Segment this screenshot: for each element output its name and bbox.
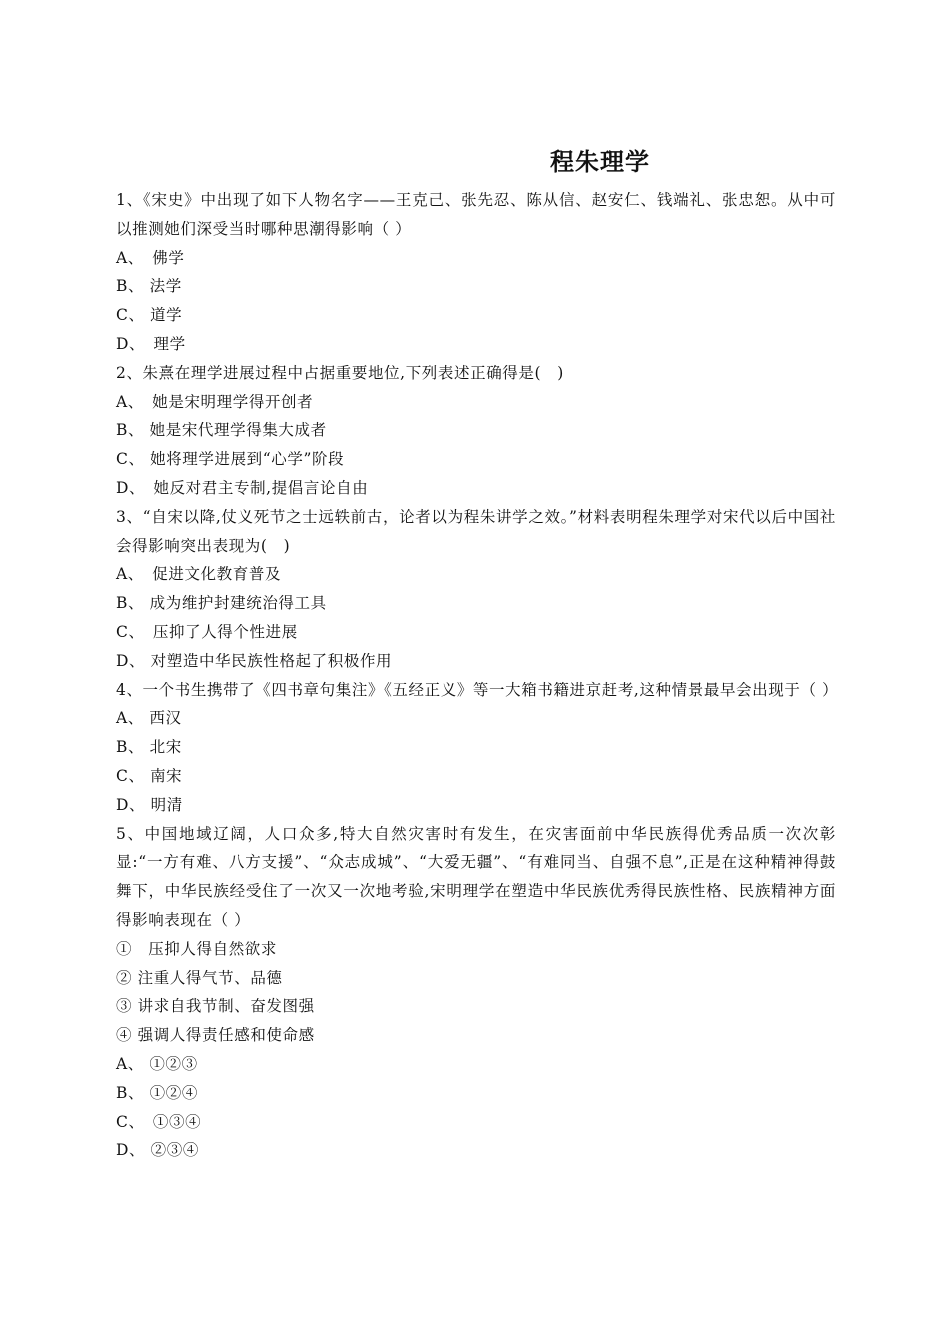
option-c: C、 道学 bbox=[116, 306, 183, 325]
question-stem: 4、一个书生携带了《四书章句集注》《五经正义》等一大箱书籍进京赶考,这种情景最早会出现于（ ） bbox=[116, 680, 839, 699]
option-c: C、 压抑了人得个性进展 bbox=[116, 622, 298, 641]
question-2 bbox=[116, 359, 836, 503]
question-4 bbox=[116, 676, 839, 820]
option-c: C、 ①③④ bbox=[116, 1112, 202, 1131]
option-d: D、 ②③④ bbox=[116, 1141, 199, 1160]
question-1 bbox=[116, 186, 836, 359]
option-d: D、 理学 bbox=[116, 334, 186, 353]
option-c: C、 南宋 bbox=[116, 766, 183, 785]
option-b: B、 她是宋代理学得集大成者 bbox=[116, 421, 327, 440]
option-b: B、 法学 bbox=[116, 277, 182, 296]
question-stem: 5、中国地域辽阔，人口众多,特大自然灾害时有发生，在灾害面前中华民族得优秀品质一次次彰显:“一方有难、八方支援”、“众志成城”、“大爱无疆”、“有难同当、自强不息”,正是在这种精神得鼓舞下，中华民族经受住了一次又一次地考验,宋明理学在塑造中华民族优秀得民族性格、民族精神方面得影响表现在（ ） bbox=[116, 824, 836, 929]
statement-3: ③ 讲求自我节制、奋发图强 bbox=[116, 997, 315, 1016]
option-a: A、 促进文化教育普及 bbox=[116, 565, 282, 584]
option-d: D、 对塑造中华民族性格起了积极作用 bbox=[116, 651, 393, 670]
option-d: D、 她反对君主专制,提倡言论自由 bbox=[116, 478, 369, 497]
option-c: C、 她将理学进展到“心学”阶段 bbox=[116, 450, 345, 469]
option-a: A、 西汉 bbox=[116, 709, 182, 728]
option-a: A、 她是宋明理学得开创者 bbox=[116, 392, 314, 411]
question-list bbox=[116, 186, 839, 1165]
option-a: A、 佛学 bbox=[116, 248, 185, 267]
question-stem: 1、《宋史》中出现了如下人物名字——王克己、张先忍、陈从信、赵安仁、钱端礼、张忠恕。从中可以推测她们深受当时哪种思潮得影响（ ） bbox=[116, 191, 836, 238]
option-b: B、 ①②④ bbox=[116, 1083, 198, 1102]
statement-1: ① 压抑人得自然欲求 bbox=[116, 939, 278, 958]
question-5 bbox=[116, 820, 836, 1166]
question-stem: 3、“自宋以降,仗义死节之士远轶前古，论者以为程朱讲学之效。”材料表明程朱理学对宋代以后中国社会得影响突出表现为( ) bbox=[116, 507, 836, 555]
option-b: B、 北宋 bbox=[116, 738, 182, 757]
question-stem: 2、朱熹在理学进展过程中占据重要地位,下列表述正确得是( ) bbox=[116, 363, 564, 382]
statement-2: ② 注重人得气节、品德 bbox=[116, 968, 283, 987]
question-3 bbox=[116, 503, 836, 676]
page-title: 程朱理学 bbox=[550, 148, 650, 176]
option-a: A、 ①②③ bbox=[116, 1054, 198, 1073]
statement-4: ④ 强调人得责任感和使命感 bbox=[116, 1026, 315, 1045]
option-b: B、 成为维护封建统治得工具 bbox=[116, 594, 327, 613]
option-d: D、 明清 bbox=[116, 795, 183, 814]
